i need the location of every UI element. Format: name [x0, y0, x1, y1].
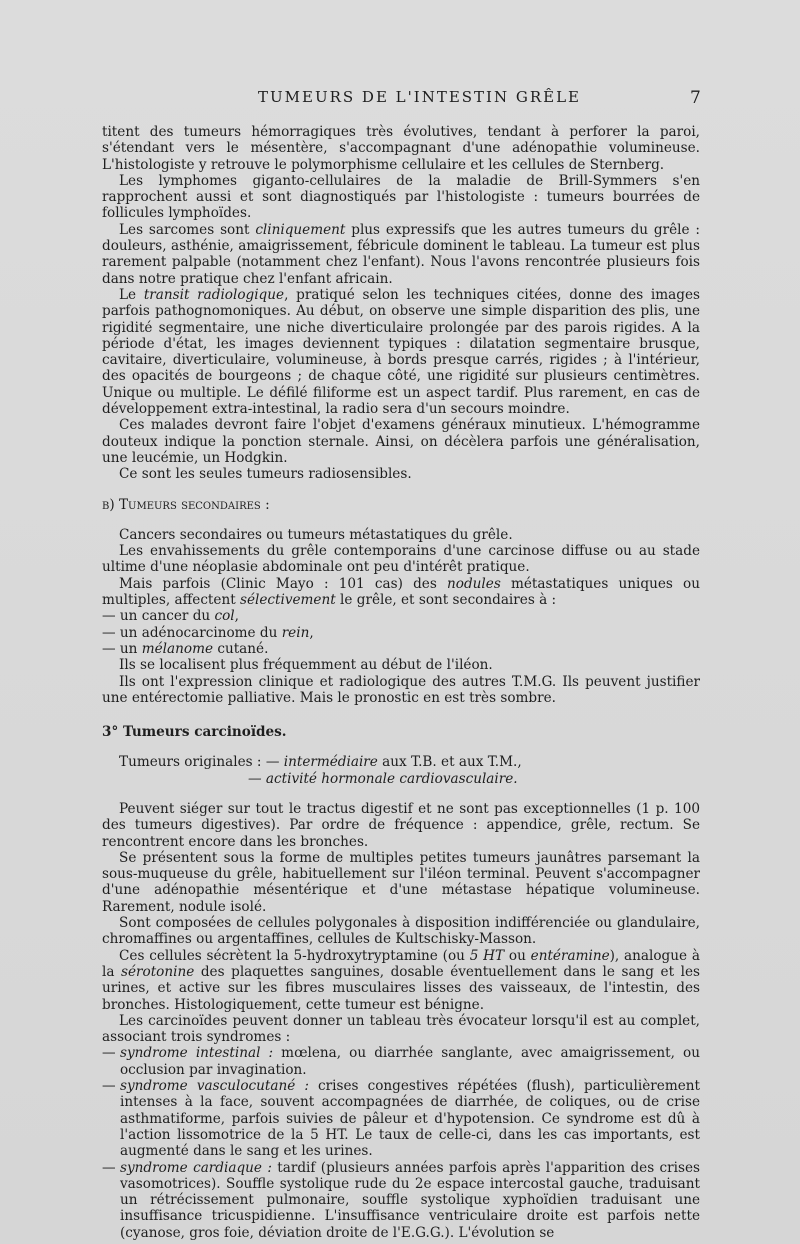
text-run: Ces cellules sécrètent la 5-hydroxytryptamine (ou — [119, 947, 470, 964]
text-run: cutané. — [213, 640, 269, 657]
paragraph: Se présentent sous la forme de multiples petites tumeurs jaunâtres parsemant la sous-muqueuse du grêle, habituellement sur l'iléon terminal. Peuvent s'accompagner d'une adénopathie mésentérique et d'une métastase hépatique volumineuse. Rarement, nodule isolé. — [102, 849, 700, 915]
paragraph — [102, 222, 700, 287]
paragraph: Sont composées de cellules polygonales à disposition indifférenciée ou glandulaire, chromaffines ou argentaffines, cellules de Kultschisky-Masson. — [102, 915, 700, 948]
emphasis: entéramine — [530, 947, 610, 964]
emphasis: sérotonine — [121, 963, 195, 980]
emphasis: sélectivement — [239, 592, 336, 609]
emphasis: syndrome cardiaque : — [120, 1159, 272, 1176]
dash: — — [102, 1078, 116, 1095]
spacer — [102, 787, 700, 801]
emphasis: intermédiaire — [283, 754, 378, 771]
text-run: — un adénocarcinome du — [102, 624, 282, 641]
emphasis: syndrome intestinal : — [120, 1045, 274, 1062]
text-run: crises congestives répétées (flush), particulièrement intenses à la face, souvent accompagnées de diarrhée, de coliques, ou de crise asthmatiforme, parfois suivies de pâleur et d'hypotension. Ce syndrome est dû à l'action lissomotrice de la 5 HT. Le taux de celle-ci, dans les cas importants, est augmenté dans le sang et les urines. — [120, 1078, 700, 1160]
text-run: des plaquettes sanguines, dosable éventuellement dans le sang et les urines, et active sur les fibres musculaires lisses des vaisseaux, de l'intestin, des bronches. Histologiquement, cette tumeur est bénigne. — [102, 963, 700, 1013]
paragraph — [102, 576, 700, 609]
paragraph: Ils se localisent plus fréquemment au début de l'iléon. — [119, 657, 493, 674]
paragraph — [102, 948, 700, 1013]
text-run: ou — [504, 947, 531, 964]
originality-lines — [102, 754, 700, 787]
text-run: , — [309, 624, 314, 641]
section-heading-3: 3° Tumeurs carcinoïdes. — [102, 724, 287, 741]
syndrome-item — [102, 1045, 700, 1078]
text-run: — un — [102, 640, 142, 657]
text-run: — un cancer du — [102, 608, 215, 625]
paragraph: Les lymphomes giganto-cellulaires de la maladie de Brill-Symmers s'en rapprochent aussi et sont diagnostiqués par l'histologiste : tumeurs bourrées de follicules lymphoïdes. — [102, 172, 700, 222]
page-body — [102, 124, 700, 1241]
spacer — [102, 483, 700, 497]
text-run: ), analogue à la — [102, 947, 700, 980]
paragraph: Les carcinoïdes peuvent donner un tableau très évocateur lorsqu'il est au complet, associant trois syndromes : — [102, 1012, 700, 1046]
paragraph: Peuvent siéger sur tout le tractus digestif et ne sont pas exceptionnelles (1 p. 100 des tumeurs digestives). Par ordre de fréquence : appendice, grêle, rectum. Se rencontrent encore dans les bronches. — [102, 800, 700, 850]
text-run: , pratiqué selon les techniques citées, donne des images parfois pathognomoniques. Au début, on observe une simple disparition des plis, une rigidité segmentaire, une niche diverticulaire prolongée par des parois rigides. A la période d'état, les images deviennent typiques : dilatation segmentaire brusque, cavitaire, diverticulaire, volumineuse, à bords presque carrés, rigides ; à l'intérieur, des opacités de bourgeons ; de chaque côté, une rigidité sur plusieurs centimètres. Unique ou multiple. Le défilé filiforme est un aspect tardif. Plus rarement, en cas de développement extra-intestinal, la radio sera d'un secours moindre. — [102, 286, 700, 418]
text-run: mœlena, ou diarrhée sanglante, avec amaigrissement, ou occlusion par invagination. — [120, 1045, 700, 1078]
paragraph: Ces malades devront faire l'objet d'examens généraux minutieux. L'hémogramme douteux indique la ponction sternale. Ainsi, on décèlera parfois une généralisation, une leucémie, un Hodgkin. — [102, 417, 700, 466]
list-item — [102, 608, 700, 624]
emphasis: 5 HT — [469, 947, 505, 964]
spacer — [102, 706, 700, 724]
list-item — [102, 625, 700, 641]
header-title: TUMEURS DE L'INTESTIN GRÊLE — [258, 88, 582, 106]
paragraph: Cancers secondaires ou tumeurs métastatiques du grêle. — [119, 526, 513, 543]
emphasis: cliniquement — [255, 221, 346, 238]
emphasis: col — [214, 608, 235, 625]
text-run: le grêle, et sont secondaires à : — [335, 592, 557, 609]
paragraph: Les envahissements du grêle contemporains d'une carcinose diffuse ou au stade ultime d'une néoplasie abdominale ont peu d'intérêt pratique. — [102, 543, 700, 576]
text-run: plus expressifs que les autres tumeurs du grêle : douleurs, asthénie, amaigrissement, fébricule dominent le tableau. La tumeur est plus rarement palpable (notamment chez l'enfant). Nous l'avons rencontrée plusieurs fois dans notre pratique chez l'enfant africain. — [102, 221, 700, 287]
dash: — — [102, 1045, 116, 1062]
emphasis: rein — [281, 624, 310, 641]
paragraph: Ils ont l'expression clinique et radiologique des autres T.M.G. Ils peuvent justifier une entérectomie palliative. Mais le pronostic en est très sombre. — [102, 673, 700, 706]
emphasis: nodules — [447, 575, 501, 592]
paragraph: Ce sont les seules tumeurs radiosensibles. — [119, 466, 412, 483]
text-run: métastatiques uniques ou multiples, affectent — [102, 575, 700, 609]
emphasis: transit radiologique — [143, 286, 285, 303]
list-item — [102, 641, 700, 657]
page-number: 7 — [690, 88, 703, 108]
text-run: , — [234, 608, 239, 625]
text-run: Tumeurs originales : — — [119, 754, 284, 771]
paragraph — [102, 287, 700, 417]
paragraph: titent des tumeurs hémorragiques très évolutives, tendant à perforer la paroi, s'étendant vers le mésentère, s'accompagnant d'une adénopathie volumineuse. L'histologiste y retrouve le polymorphisme cellulaire et les cellules de Sternberg. — [102, 124, 700, 173]
dash: — — [102, 1159, 116, 1176]
spacer — [102, 740, 700, 754]
emphasis: — activité hormonale cardiovasculaire. — [248, 770, 518, 787]
syndrome-item — [102, 1160, 700, 1241]
emphasis: mélanome — [141, 640, 214, 657]
text-run: tardif (plusieurs années parfois après l'apparition des crises vasomotrices). Souffle systolique rude du 2e espace intercostal gauche, traduisant un rétrécissement pulmonaire, souffle systolique xyphoïdien traduisant une insuffisance tricuspidienne. L'insuffisance ventriculaire droite est parfois nette (cyanose, gros foie, déviation droite de l'E.G.G.). L'évolution se — [120, 1159, 700, 1241]
text-run: aux T.B. et aux T.M., — [377, 754, 522, 771]
section-heading-b: b) Tumeurs secondaires : — [102, 496, 270, 513]
text-run: Mais parfois (Clinic Mayo : 101 cas) des — [119, 575, 448, 592]
text-run: Les sarcomes sont — [119, 221, 256, 238]
spacer — [102, 513, 700, 527]
emphasis: syndrome vasculocutané : — [120, 1078, 309, 1095]
text-run: Le — [119, 286, 144, 303]
syndrome-item — [102, 1078, 700, 1159]
